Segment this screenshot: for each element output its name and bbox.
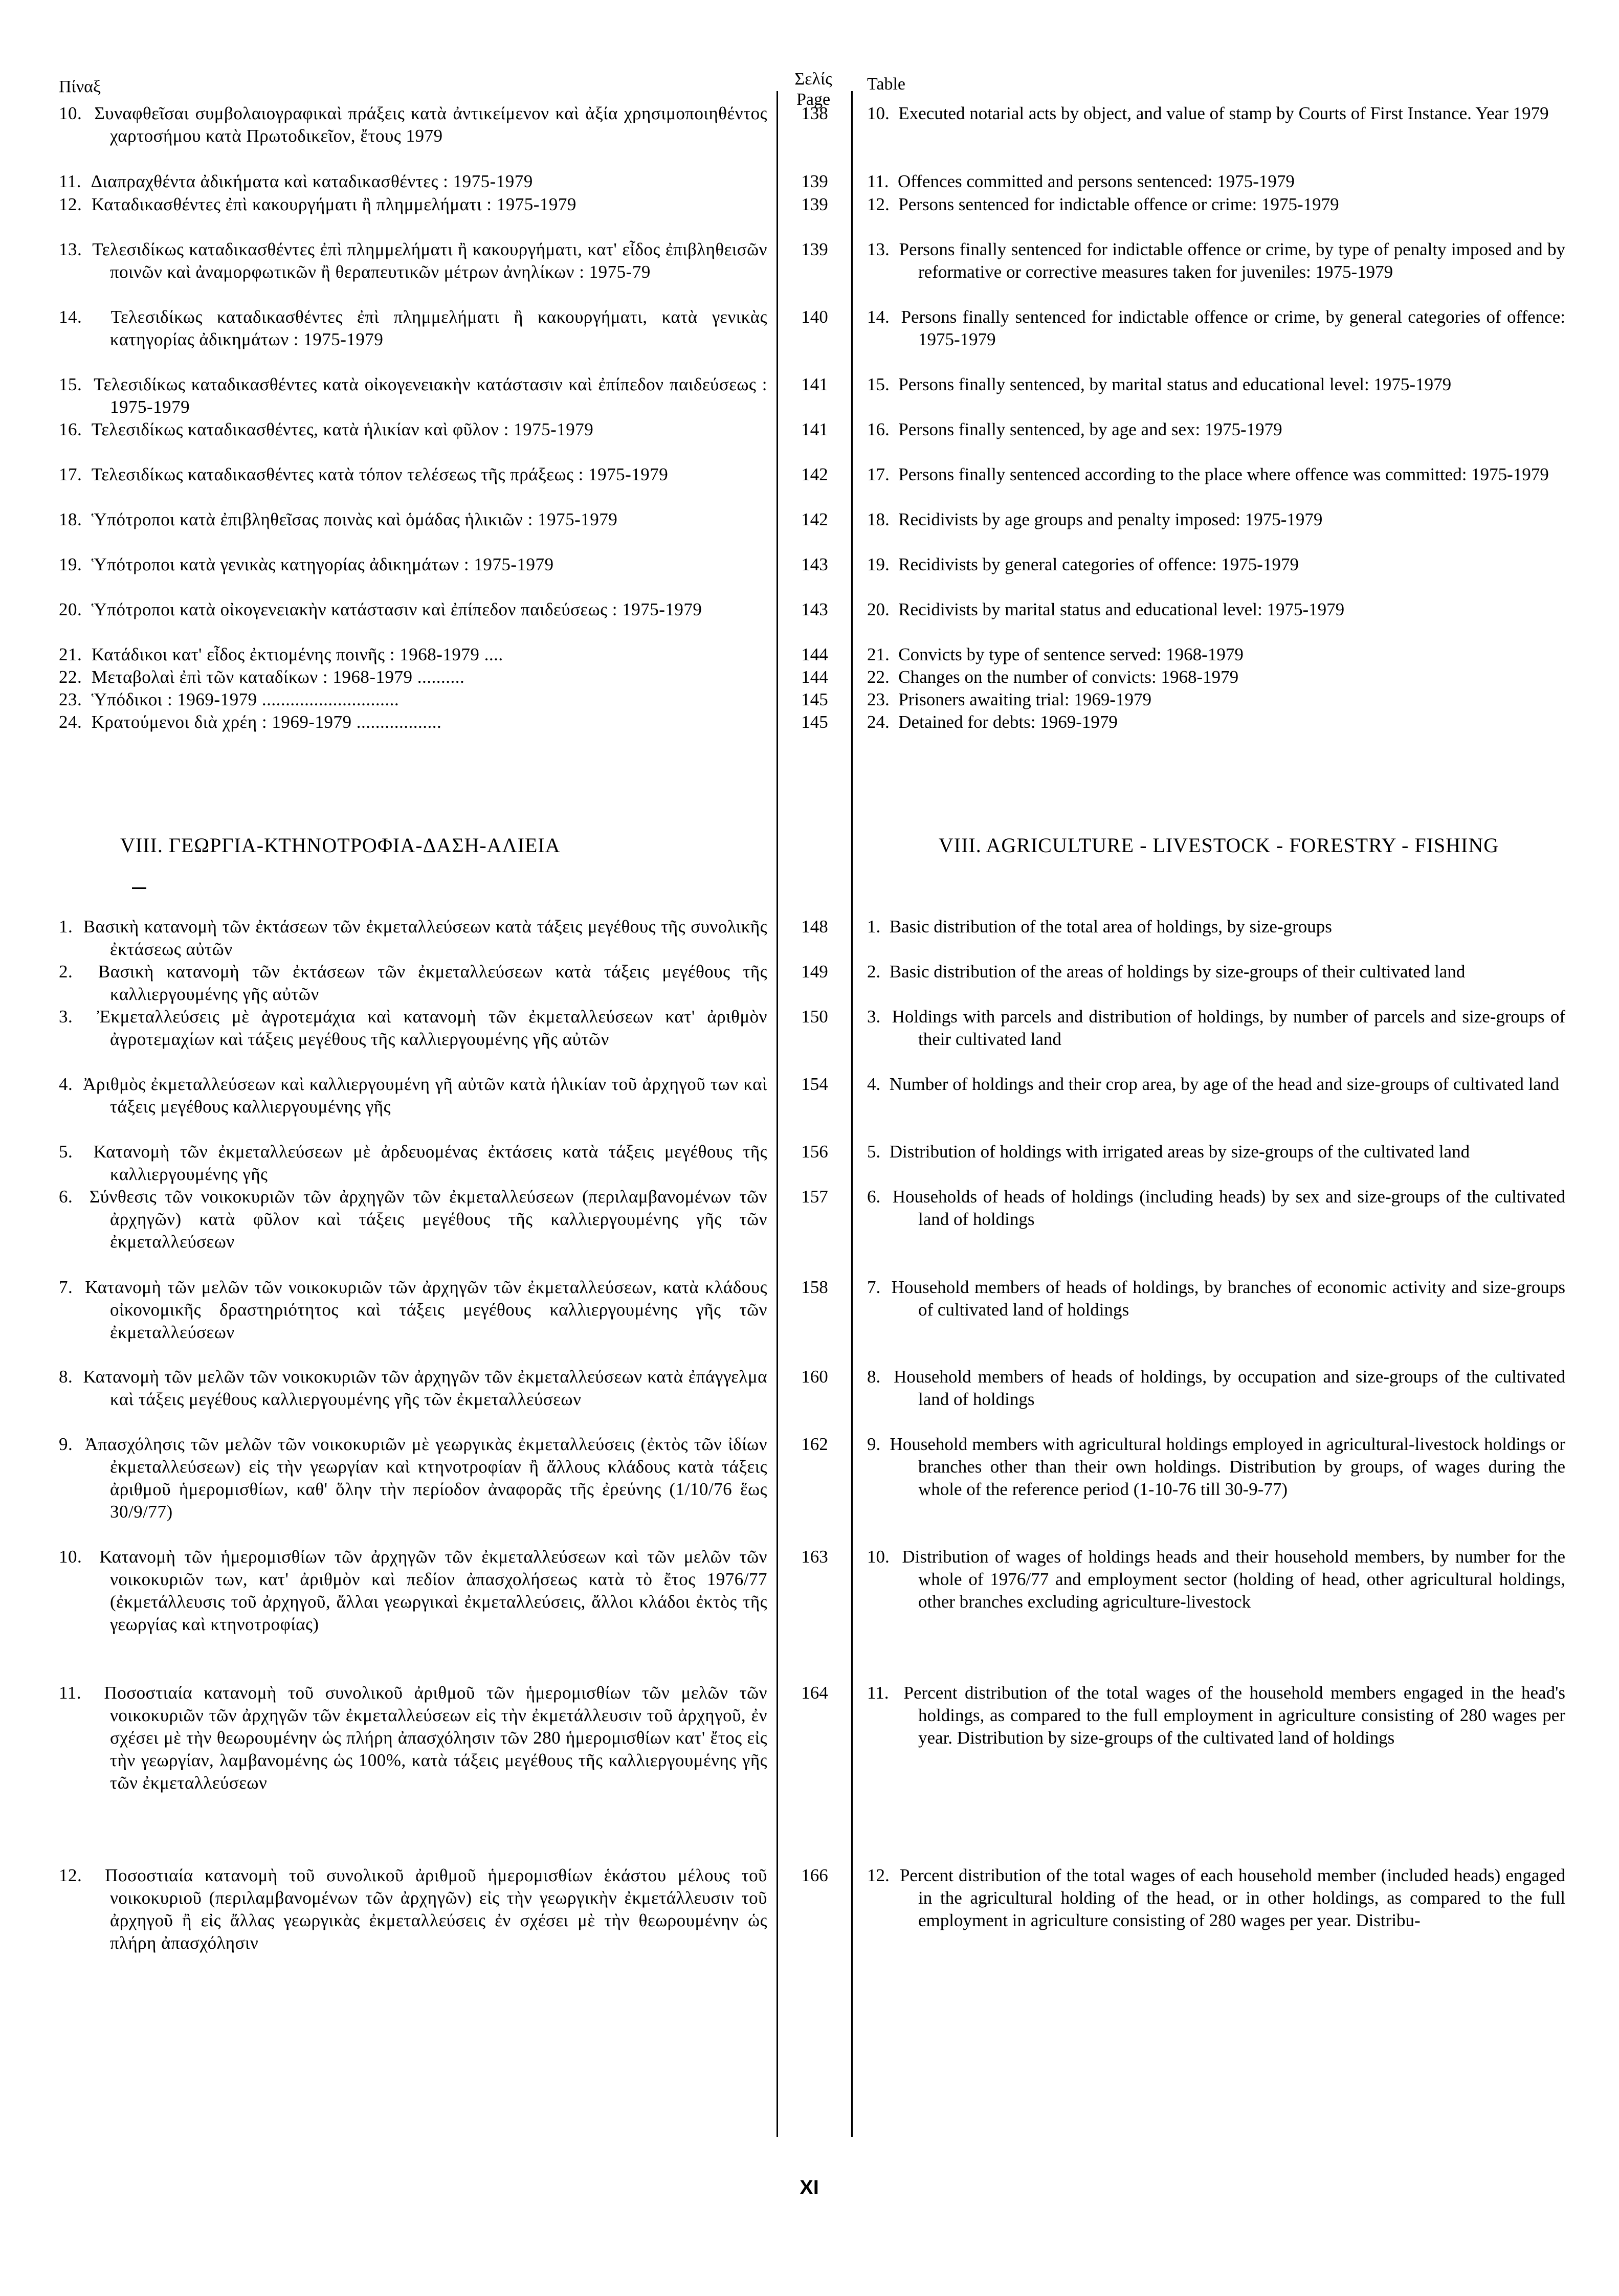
viii-english-entry-text: 4. Number of holdings and their crop area, by age of the head and size-groups of cultivated land — [867, 1074, 1559, 1094]
vii-page-number: 143 — [801, 599, 828, 619]
viii-greek-entry-text: 3. Ἐκμεταλλεύσεις μὲ ἀγροτεμάχια καὶ κατανομὴ τῶν ἐκμεταλλεύσεων κατ' ἀριθμὸν ἀγροτεμαχίων καὶ τάξεις μεγέθους τῆς καλλιεργουμένης γῆς αὐτῶν — [59, 1007, 767, 1049]
viii-english-entry-text: 11. Percent distribution of the total wages of the household members engaged in the head's holdings, as compared to the full employment in agriculture consisting of 280 wages per year. Distribution by size-groups of the cultivated land of holdings — [867, 1683, 1565, 1748]
viii-greek-entry-text: 6. Σύνθεσις τῶν νοικοκυριῶν τῶν ἀρχηγῶν τῶν ἐκμεταλλεύσεων (περιλαμβανομένων τῶν ἀρχηγῶν) κατὰ φῦλον καὶ τάξεις μεγέθους τῆς καλλιεργουμένης γῆς τῶν ἐκμεταλλεύσεων — [59, 1187, 767, 1252]
vii-page-number: 142 — [801, 464, 828, 484]
vii-greek-entry-text: 12. Καταδικασθέντες ἐπὶ κακουργήματι ἢ πλημμελήματι : 1975-1979 — [59, 194, 576, 214]
vii-greek-entry-text: 10. Συναφθεῖσαι συμβολαιογραφικαὶ πράξεις κατὰ ἀντικείμενον καὶ ἀξία χρησιμοποιηθέντος χαρτοσήμου κατὰ Πρωτοδικεῖον, ἔτους 1979 — [59, 103, 767, 146]
page-folio: XI — [800, 2176, 819, 2199]
vii-page-number: 145 — [801, 712, 828, 732]
vii-greek-entry-text: 24. Κρατούμενοι διὰ χρέη : 1969-1979 .................. — [59, 712, 442, 732]
viii-greek-entry-text: 5. Κατανομὴ τῶν ἐκμεταλλεύσεων μὲ ἀρδευομένας ἐκτάσεις κατὰ τάξεις μεγέθους τῆς καλλιεργουμένης γῆς — [59, 1142, 767, 1184]
vii-english-entry-text: 17. Persons finally sentenced according to the place where offence was committed: 1975-1979 — [867, 464, 1549, 484]
vii-page-number: 138 — [801, 103, 828, 123]
viii-greek-entry-text: 12. Ποσοστιαία κατανομὴ τοῦ συνολικοῦ ἀριθμοῦ ἡμερομισθίων ἑκάστου μέλους τοῦ νοικοκυριοῦ (περιλαμβανομένων τῶν ἀρχηγῶν) εἰς τὴν γεωργικὴν ἐκμετάλλευσιν τοῦ ἀρχηγοῦ ἢ εἰς ἄλλας γεωργικὰς ἐκμεταλλεύσεις ἐν σχέσει μὲ τὴν θεωρουμένην ὡς πλήρη ἀπασχόλησιν — [59, 1865, 767, 1953]
viii-page-number: 160 — [801, 1367, 828, 1387]
section-dash — [132, 887, 146, 889]
vii-english-entry-text: 18. Recidivists by age groups and penalty imposed: 1975-1979 — [867, 509, 1323, 529]
header-page-english: Page — [796, 90, 831, 109]
viii-english-entry-text: 10. Distribution of wages of holdings heads and their household members, by number for the whole of 1976/77 and employment sector (holding of head, other agricultural holdings, other branches excluding agriculture-livestock — [867, 1547, 1565, 1612]
vii-greek-entry-text: 22. Μεταβολαὶ ἐπὶ τῶν καταδίκων : 1968-1979 .......... — [59, 667, 465, 687]
vii-page-number: 142 — [801, 509, 828, 529]
vii-greek-entry-text: 20. Ὑπότροποι κατὰ οἰκογενειακὴν κατάστασιν καὶ ἐπίπεδον παιδεύσεως : 1975-1979 — [59, 599, 702, 619]
viii-greek-entry-text: 4. Ἀριθμὸς ἐκμεταλλεύσεων καὶ καλλιεργουμένη γῆ αὐτῶν κατὰ ἡλικίαν τοῦ ἀρχηγοῦ των καὶ τάξεις μεγέθους καλλιεργουμένης γῆς — [59, 1074, 767, 1117]
viii-greek-entry-text: 1. Βασικὴ κατανομὴ τῶν ἐκτάσεων τῶν ἐκμεταλλεύσεων κατὰ τάξεις μεγέθους τῆς συνολικῆς ἐκτάσεως αὐτῶν — [59, 917, 767, 959]
section-viii-title-english: VIII. AGRICULTURE - LIVESTOCK - FORESTRY - FISHING — [938, 834, 1499, 857]
vii-english-entry-text: 20. Recidivists by marital status and educational level: 1975-1979 — [867, 599, 1345, 619]
viii-english-entry-text: 5. Distribution of holdings with irrigated areas by size-groups of the cultivated land — [867, 1142, 1470, 1162]
vii-english-entry-text: 22. Changes on the number of convicts: 1968-1979 — [867, 667, 1239, 687]
viii-page-number: 158 — [801, 1277, 828, 1297]
viii-page-number: 148 — [801, 917, 828, 937]
viii-page-number: 162 — [801, 1434, 828, 1454]
vii-page-number: 140 — [801, 307, 828, 327]
vii-greek-entry-text: 14. Τελεσιδίκως καταδικασθέντες ἐπὶ πλημμελήματι ἢ κακουργήματι, κατὰ γενικὰς κατηγορίας ἀδικημάτων : 1975-1979 — [59, 307, 767, 349]
vii-english-entry-text: 23. Prisoners awaiting trial: 1969-1979 — [867, 689, 1152, 709]
vii-english-entry-text: 21. Convicts by type of sentence served: 1968-1979 — [867, 644, 1244, 664]
viii-english-entry-text: 9. Household members with agricultural holdings employed in agricultural-livestock holdings or branches other than their own holdings. Distribution by groups, of wages during the whole of the reference period (1-10-76 till 30-9-77) — [867, 1434, 1565, 1499]
viii-page-number: 157 — [801, 1187, 828, 1207]
vii-greek-entry-text: 16. Τελεσιδίκως καταδικασθέντες, κατὰ ἡλικίαν καὶ φῦλον : 1975-1979 — [59, 419, 594, 439]
column-divider-left — [777, 91, 778, 2137]
viii-english-entry-text: 8. Household members of heads of holdings, by occupation and size-groups of the cultivated land of holdings — [867, 1367, 1565, 1409]
viii-page-number: 156 — [801, 1142, 828, 1162]
viii-greek-entry-text: 9. Ἀπασχόλησις τῶν μελῶν τῶν νοικοκυριῶν μὲ γεωργικὰς ἐκμεταλλεύσεις (ἐκτὸς τῶν ἰδίων ἐκμεταλλεύσεων) εἰς τὴν γεωργίαν καὶ κτηνοτροφίαν ἢ ἄλλους κλάδους κατὰ τάξεις ἀριθμοῦ ἡμερομισθίων, καθ' ὅλην τὴν περίοδον ἀναφορᾶς τῆς ἐρεύνης (1/10/76 ἕως 30/9/77) — [59, 1434, 767, 1522]
header-greek-table: Πίναξ — [59, 77, 101, 96]
vii-greek-entry-text: 23. Ὑπόδικοι : 1969-1979 ............................. — [59, 689, 400, 709]
viii-english-entry-text: 1. Basic distribution of the total area of holdings, by size-groups — [867, 917, 1332, 937]
vii-english-entry-text: 14. Persons finally sentenced for indictable offence or crime, by general categories of offence: 1975-1979 — [867, 307, 1565, 349]
viii-page-number: 154 — [801, 1074, 828, 1094]
vii-greek-entry-text: 15. Τελεσιδίκως καταδικασθέντες κατὰ οἰκογενειακὴν κατάστασιν καὶ ἐπίπεδον παιδεύσεως : 1975-1979 — [59, 374, 767, 417]
vii-english-entry-text: 12. Persons sentenced for indictable offence or crime: 1975-1979 — [867, 194, 1339, 214]
vii-greek-entry-text: 11. Διαπραχθέντα ἀδικήματα καὶ καταδικασθέντες : 1975-1979 — [59, 171, 533, 191]
vii-page-number: 141 — [801, 419, 828, 439]
vii-english-entry-text: 15. Persons finally sentenced, by marital status and educational level: 1975-1979 — [867, 374, 1452, 394]
vii-english-entry-text: 11. Offences committed and persons sentenced: 1975-1979 — [867, 171, 1295, 191]
viii-page-number: 164 — [801, 1683, 828, 1703]
viii-page-number: 166 — [801, 1865, 828, 1885]
column-divider-right — [851, 91, 853, 2137]
vii-english-entry-text: 19. Recidivists by general categories of offence: 1975-1979 — [867, 554, 1299, 574]
viii-page-number: 150 — [801, 1007, 828, 1027]
viii-english-entry-text: 3. Holdings with parcels and distribution of holdings, by number of parcels and size-groups of their cultivated land — [867, 1007, 1565, 1049]
vii-page-number: 145 — [801, 689, 828, 709]
vii-page-number: 139 — [801, 239, 828, 259]
viii-greek-entry-text: 2. Βασικὴ κατανομὴ τῶν ἐκτάσεων τῶν ἐκμεταλλεύσεων κατὰ τάξεις μεγέθους τῆς καλλιεργουμένης γῆς αὐτῶν — [59, 962, 767, 1004]
viii-greek-entry-text: 8. Κατανομὴ τῶν μελῶν τῶν νοικοκυριῶν τῶν ἀρχηγῶν τῶν ἐκμεταλλεύσεων κατὰ ἐπάγγελμα καὶ τάξεις μεγέθους καλλιεργουμένης γῆς τῶν ἐκμεταλλεύσεων — [59, 1367, 767, 1409]
header-page-greek: Σελίς — [794, 70, 832, 88]
vii-page-number: 144 — [801, 667, 828, 687]
vii-greek-entry-text: 13. Τελεσιδίκως καταδικασθέντες ἐπὶ πλημμελήματι ἢ κακουργήματι, κατ' εἶδος ἐπιβληθεισῶν ποινῶν καὶ ἀναμορφωτικῶν ἢ θεραπευτικῶν μέτρων ἀνηλίκων : 1975-79 — [59, 239, 767, 282]
vii-page-number: 141 — [801, 374, 828, 394]
viii-english-entry-text: 6. Households of heads of holdings (including heads) by sex and size-groups of the cultivated land of holdings — [867, 1187, 1565, 1229]
vii-english-entry-text: 13. Persons finally sentenced for indictable offence or crime, by type of penalty imposed and by reformative or corrective measures taken for juveniles: 1975-1979 — [867, 239, 1565, 282]
vii-page-number: 144 — [801, 644, 828, 664]
viii-greek-entry-text: 11. Ποσοστιαία κατανομὴ τοῦ συνολικοῦ ἀριθμοῦ τῶν ἡμερομισθίων τῶν μελῶν τῶν νοικοκυριῶν τῶν ἀρχηγῶν τῶν ἐκμεταλλεύσεων εἰς τὴν ἐκμετάλλευσιν τοῦ ἀρχηγοῦ, ἐν σχέσει μὲ τὴν θεωρουμένην ὡς πλήρη ἀπασχόλησιν τῶν 280 ἡμερομισθίων κατ' ἔτος εἰς τὴν γεωργίαν, λαμβανομένης ὡς 100%, κατὰ τάξεις μεγέθους τῆς καλλιεργουμένης γῆς τῶν ἐκμεταλλεύσεων — [59, 1683, 767, 1793]
viii-page-number: 149 — [801, 962, 828, 982]
viii-english-entry-text: 12. Percent distribution of the total wages of each household member (included heads) engaged in the agricultural holding of the head, or in other holdings, as compared to the full employment in agriculture consisting of 280 wages per year. Distribu- — [867, 1865, 1565, 1930]
vii-page-number: 139 — [801, 171, 828, 191]
vii-page-number: 139 — [801, 194, 828, 214]
viii-english-entry-text: 7. Household members of heads of holdings, by branches of economic activity and size-groups of cultivated land of holdings — [867, 1277, 1565, 1320]
section-viii-title-greek: VIII. ΓΕΩΡΓΙΑ-ΚΤΗΝΟΤΡΟΦΙΑ-ΔΑΣΗ-ΑΛΙΕΙΑ — [120, 834, 561, 857]
vii-english-entry-text: 10. Executed notarial acts by object, and value of stamp by Courts of First Instance. Year 1979 — [867, 103, 1549, 123]
viii-english-entry-text: 2. Basic distribution of the areas of holdings by size-groups of their cultivated land — [867, 962, 1466, 982]
viii-page-number: 163 — [801, 1547, 828, 1567]
vii-greek-entry-text: 21. Κατάδικοι κατ' εἶδος ἐκτιομένης ποινῆς : 1968-1979 .... — [59, 644, 503, 664]
viii-greek-entry-text: 10. Κατανομὴ τῶν ἡμερομισθίων τῶν ἀρχηγῶν τῶν ἐκμεταλλεύσεων καὶ τῶν μελῶν τῶν νοικοκυριῶν των, κατ' ἀριθμὸν καὶ πεδίον ἀπασχολήσεως κατὰ τὸ ἔτος 1976/77 (ἐκμετάλλευσις τοῦ ἀρχηγοῦ, ἄλλαι γεωργικαὶ ἐκμεταλλεύσεις, ἄλλοι κλάδοι ἐκτὸς τῆς γεωργίας καὶ κτηνοτροφίας) — [59, 1547, 767, 1634]
vii-english-entry-text: 24. Detained for debts: 1969-1979 — [867, 712, 1118, 732]
viii-greek-entry-text: 7. Κατανομὴ τῶν μελῶν τῶν νοικοκυριῶν τῶν ἀρχηγῶν τῶν ἐκμεταλλεύσεων, κατὰ κλάδους οἰκονομικῆς δραστηριότητος καὶ τάξεις μεγέθους καλλιεργουμένης γῆς τῶν ἐκμεταλλεύσεων — [59, 1277, 767, 1342]
vii-greek-entry-text: 18. Ὑπότροποι κατὰ ἐπιβληθεῖσας ποινὰς καὶ ὁμάδας ἡλικιῶν : 1975-1979 — [59, 509, 618, 529]
header-english-table: Table — [867, 75, 906, 94]
vii-page-number: 143 — [801, 554, 828, 574]
vii-english-entry-text: 16. Persons finally sentenced, by age and sex: 1975-1979 — [867, 419, 1282, 439]
vii-greek-entry-text: 17. Τελεσιδίκως καταδικασθέντες κατὰ τόπον τελέσεως τῆς πράξεως : 1975-1979 — [59, 464, 669, 484]
vii-greek-entry-text: 19. Ὑπότροποι κατὰ γενικὰς κατηγορίας ἀδικημάτων : 1975-1979 — [59, 554, 554, 574]
